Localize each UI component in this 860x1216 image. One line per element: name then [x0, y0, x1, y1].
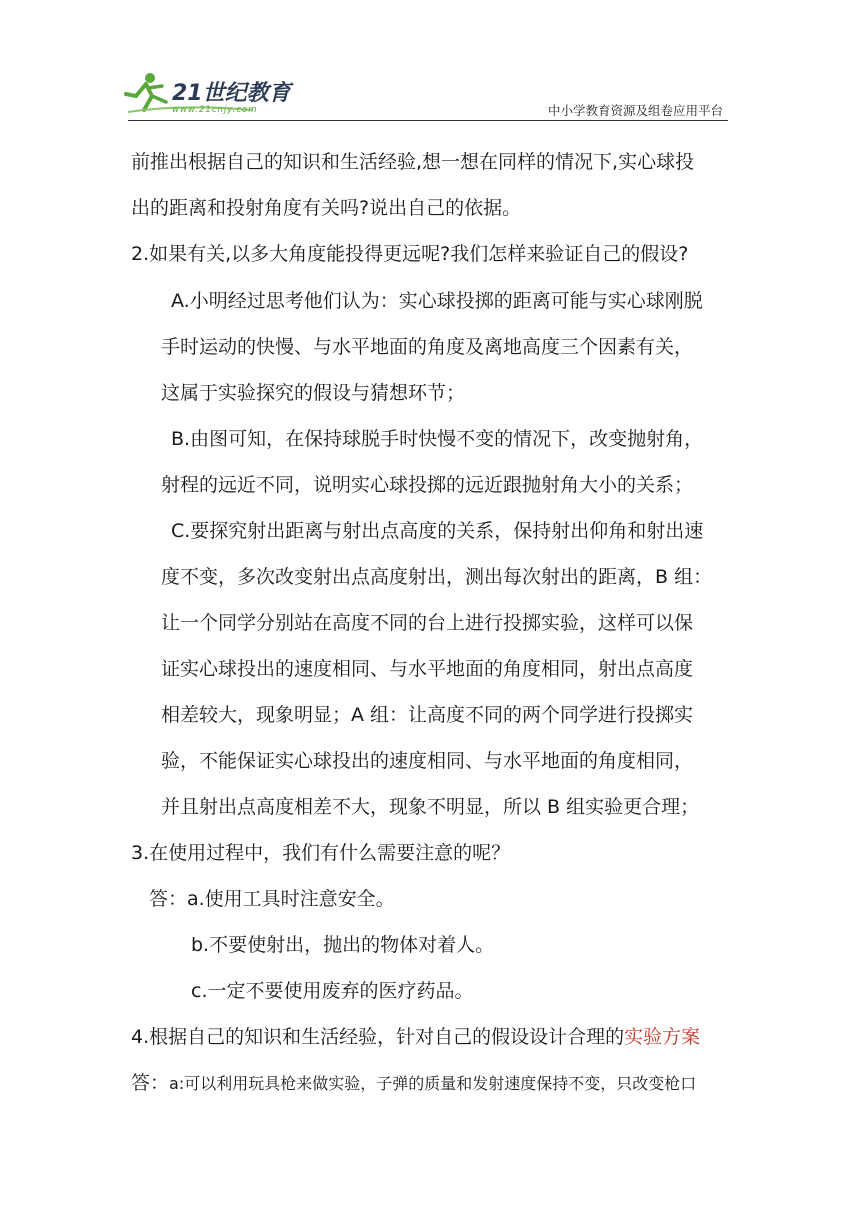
- text-line: 并且射出点高度相差不大，现象不明显，所以 B 组实验更合理；: [161, 796, 700, 818]
- logo-graphic: [122, 66, 297, 118]
- question-4-text: 4.根据自己的知识和生活经验，针对自己的假设设计合理的: [131, 1026, 625, 1048]
- text-line: b.不要使射出，抛出的物体对着人。: [191, 934, 495, 956]
- text-line: 射程的远近不同，说明实心球投掷的远近跟抛射角大小的关系；: [161, 474, 694, 496]
- text-line: c.一定不要使用废弃的医疗药品。: [191, 980, 474, 1002]
- text-line: B.由图可知，在保持球脱手时快慢不变的情况下，改变抛射角，: [171, 428, 704, 450]
- text-line: A.小明经过思考他们认为：实心球投掷的距离可能与实心球刚脱: [171, 290, 703, 312]
- answer-prefix: 答：: [131, 1072, 170, 1094]
- text-line: 这属于实验探究的假设与猜想环节；: [161, 382, 466, 404]
- logo-main-text: 21世纪教育: [172, 81, 291, 106]
- answer-text: a:可以利用玩具枪来做实验，子弹的质量和发射速度保持不变，只改变枪口: [169, 1074, 697, 1093]
- text-line: 证实心球投出的速度相同、与水平地面的角度相同，射出点高度: [161, 658, 694, 680]
- text-line: 答：a.使用工具时注意安全。: [149, 888, 395, 910]
- question-4-line: [131, 1025, 700, 1049]
- text-line: C.要探究射出距离与射出点高度的关系，保持射出仰角和射出速: [171, 520, 704, 542]
- header-slogan: 中小学教育资源及组卷应用平台: [547, 103, 723, 118]
- logo-url-text: www.21cnjy.com: [172, 105, 258, 115]
- header-divider: [128, 120, 728, 121]
- logo: [122, 66, 297, 118]
- text-line: 度不变，多次改变射出点高度射出，测出每次射出的距离，B 组：: [161, 566, 713, 588]
- text-line: 前推出根据自己的知识和生活经验,想一想在同样的情况下,实心球投: [131, 151, 695, 173]
- text-line: 2.如果有关,以多大角度能投得更远呢?我们怎样来验证自己的假设?: [131, 243, 689, 265]
- highlight-experiment-plan: 实验方案: [624, 1026, 701, 1048]
- text-line: 让一个同学分别站在高度不同的台上进行投掷实验，这样可以保: [161, 612, 694, 634]
- text-line: 出的距离和投射角度有关吗?说出自己的依据。: [131, 197, 522, 219]
- text-line: 3.在使用过程中，我们有什么需要注意的呢？: [131, 842, 511, 864]
- answer-line: [131, 1071, 696, 1096]
- text-line: 手时运动的快慢、与水平地面的角度及离地高度三个因素有关，: [161, 336, 694, 358]
- page-header: [0, 0, 860, 125]
- text-line: 相差较大，现象明显；A 组：让高度不同的两个同学进行投掷实: [161, 704, 694, 726]
- text-line: 验，不能保证实心球投出的速度相同、与水平地面的角度相同，: [161, 750, 694, 772]
